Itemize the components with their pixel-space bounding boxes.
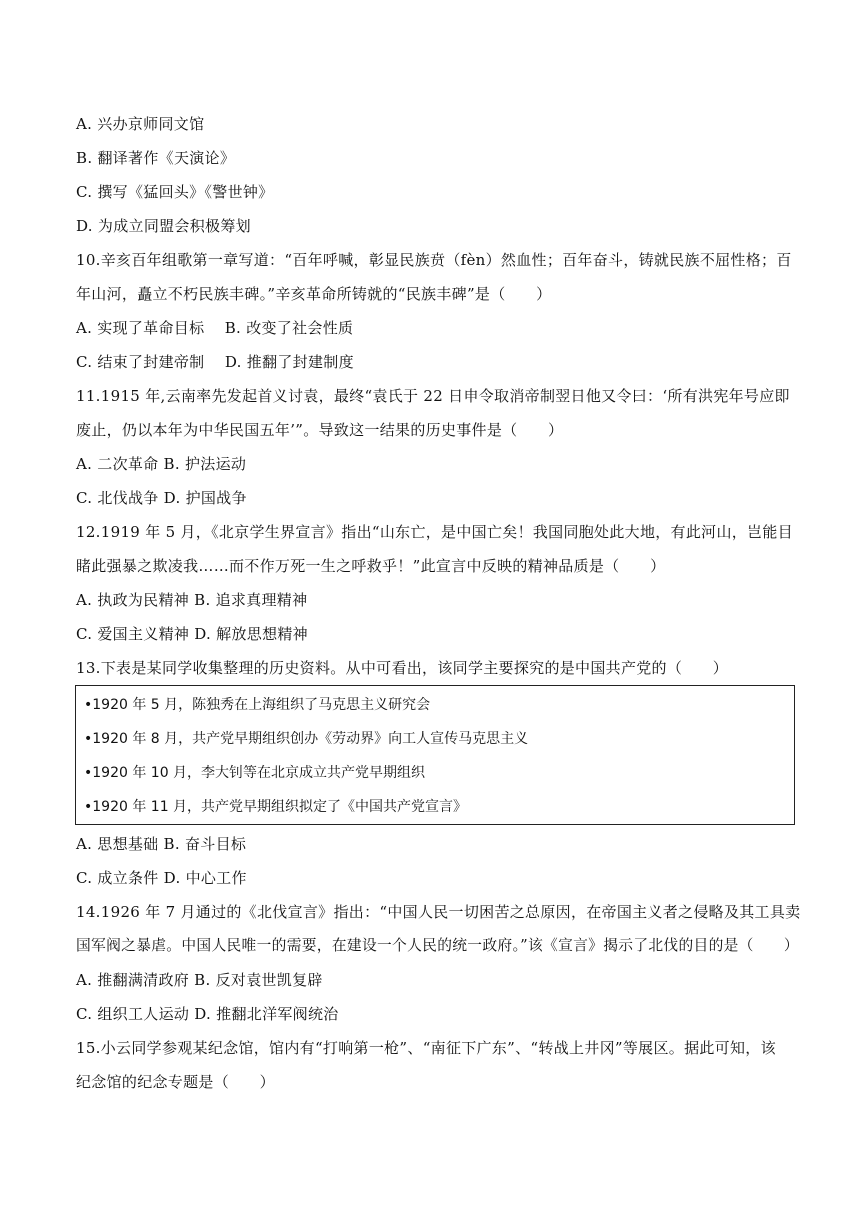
- q9-option-a: A. 兴办京师同文馆: [76, 115, 205, 133]
- q14-options-ab: A. 推翻满清政府 B. 反对袁世凯复辟: [76, 971, 323, 989]
- q14-stem-line1: 14.1926 年 7 月通过的《北伐宣言》指出：“中国人民一切困苦之总原因，在帝国主义者之侵略及其工具卖: [76, 903, 801, 921]
- q9-option-c: C. 撰写《猛回头》《警世钟》: [76, 183, 274, 201]
- q11-stem-line1: 11.1915 年,云南率先发起首义讨袁，最终“袁氏于 22 日申令取消帝制翌日他又令曰：‘所有洪宪年号应即: [76, 387, 790, 405]
- q9-option-b: B. 翻译著作《天演论》: [76, 149, 236, 167]
- q15-stem-line1: 15.小云同学参观某纪念馆，馆内有“打响第一枪”、“南征下广东”、“转战上井冈”等展区。据此可知，该: [76, 1039, 776, 1057]
- q10-stem-line1: 10.辛亥百年组歌第一章写道：“百年呼喊，彰显民族贲（fèn）然血性；百年奋斗，铸就民族不屈性格；百: [76, 251, 792, 269]
- q9-option-d: D. 为成立同盟会积极筹划: [76, 217, 251, 235]
- q12-options-ab: A. 执政为民精神 B. 追求真理精神: [76, 591, 308, 609]
- q13-material-table: [75, 685, 795, 825]
- q13-options-ab: A. 思想基础 B. 奋斗目标: [76, 835, 247, 853]
- q13-table-row: •1920 年 5 月，陈独秀在上海组织了马克思主义研究会: [84, 697, 431, 713]
- q13-table-row: •1920 年 11 月，共产党早期组织拟定了《中国共产党宣言》: [84, 799, 468, 815]
- q13-table-row: •1920 年 8 月，共产党早期组织创办《劳动界》向工人宣传马克思主义: [84, 731, 529, 747]
- q14-stem-line2: 国军阀之暴虐。中国人民唯一的需要，在建设一个人民的统一政府。”该《宣言》揭示了北伐的目的是（ ）: [76, 937, 799, 954]
- q10-options-ab: A. 实现了革命目标 B. 改变了社会性质: [76, 319, 354, 337]
- q11-options-cd: C. 北伐战争 D. 护国战争: [76, 489, 247, 507]
- q11-options-ab: A. 二次革命 B. 护法运动: [76, 455, 247, 473]
- q13-table-row: •1920 年 10 月，李大钊等在北京成立共产党早期组织: [84, 765, 426, 781]
- q12-options-cd: C. 爱国主义精神 D. 解放思想精神: [76, 625, 308, 643]
- q13-stem: 13.下表是某同学收集整理的历史资料。从中可看出，该同学主要探究的是中国共产党的（ ）: [76, 659, 729, 677]
- q11-stem-line2: 废止，仍以本年为中华民国五年’”。导致这一结果的历史事件是（ ）: [76, 421, 564, 439]
- q14-options-cd: C. 组织工人运动 D. 推翻北洋军阀统治: [76, 1005, 339, 1023]
- q12-stem-line2: 睹此强暴之欺凌我……而不作万死一生之呼救乎！”此宣言中反映的精神品质是（ ）: [76, 557, 666, 575]
- q10-options-cd: C. 结束了封建帝制 D. 推翻了封建制度: [76, 353, 354, 371]
- q13-options-cd: C. 成立条件 D. 中心工作: [76, 869, 247, 887]
- q12-stem-line1: 12.1919 年 5 月，《北京学生界宣言》指出“山东亡，是中国亡矣！我国同胞处此大地，有此河山，岂能目: [76, 523, 793, 541]
- q10-stem-line2: 年山河，矗立不朽民族丰碑。”辛亥革命所铸就的“民族丰碑”是（ ）: [76, 285, 552, 303]
- q15-stem-line2: 纪念馆的纪念专题是（ ）: [76, 1073, 275, 1091]
